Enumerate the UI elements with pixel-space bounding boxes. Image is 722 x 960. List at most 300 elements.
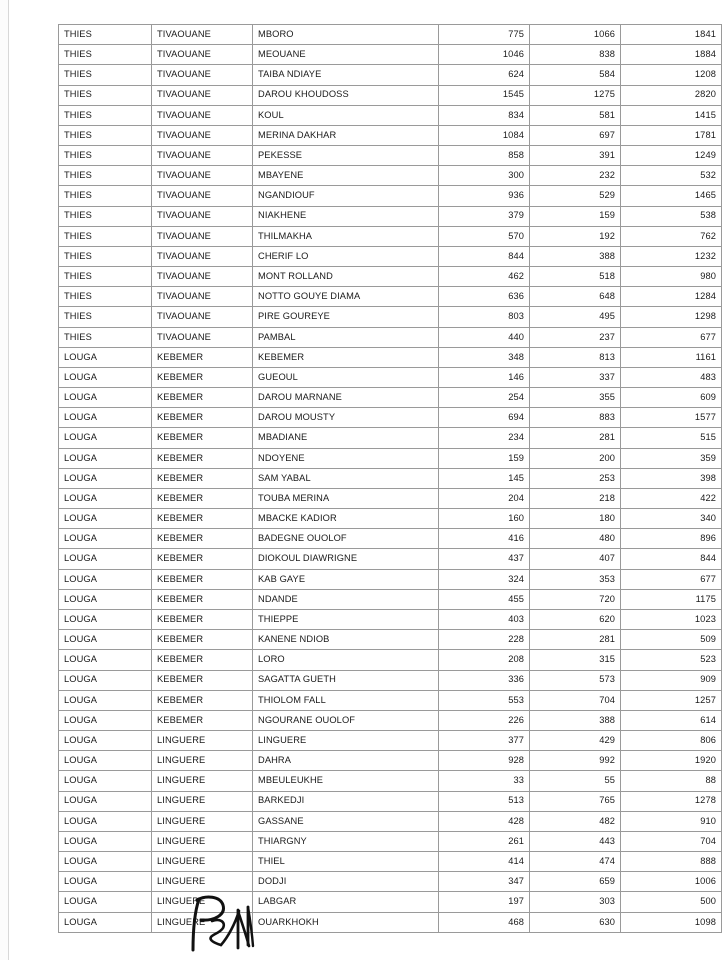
cell-total: 398 — [621, 468, 722, 488]
cell-value-1: 1084 — [439, 125, 530, 145]
cell-region: THIES — [59, 85, 152, 105]
table-row — [59, 468, 722, 488]
cell-value-2: 813 — [530, 347, 621, 367]
cell-value-2: 388 — [530, 246, 621, 266]
table-row — [59, 307, 722, 327]
cell-total: 909 — [621, 670, 722, 690]
cell-value-2: 584 — [530, 65, 621, 85]
cell-department: KEBEMER — [152, 388, 253, 408]
cell-department: KEBEMER — [152, 488, 253, 508]
cell-department: TIVAOUANE — [152, 105, 253, 125]
table-row — [59, 186, 722, 206]
cell-value-1: 197 — [439, 892, 530, 912]
cell-commune: SAGATTA GUETH — [253, 670, 439, 690]
table-row — [59, 831, 722, 851]
cell-region: LOUGA — [59, 872, 152, 892]
table-row — [59, 791, 722, 811]
cell-region: LOUGA — [59, 549, 152, 569]
cell-region: LOUGA — [59, 448, 152, 468]
cell-region: THIES — [59, 105, 152, 125]
cell-region: LOUGA — [59, 650, 152, 670]
cell-value-2: 337 — [530, 367, 621, 387]
cell-value-2: 474 — [530, 852, 621, 872]
cell-total: 483 — [621, 367, 722, 387]
cell-value-1: 348 — [439, 347, 530, 367]
cell-region: LOUGA — [59, 428, 152, 448]
table-row — [59, 751, 722, 771]
cell-value-1: 226 — [439, 710, 530, 730]
cell-value-1: 379 — [439, 206, 530, 226]
cell-value-2: 55 — [530, 771, 621, 791]
cell-value-1: 803 — [439, 307, 530, 327]
cell-total: 359 — [621, 448, 722, 468]
cell-value-1: 437 — [439, 549, 530, 569]
cell-commune: DAROU MARNANE — [253, 388, 439, 408]
cell-department: KEBEMER — [152, 609, 253, 629]
cell-commune: LABGAR — [253, 892, 439, 912]
cell-value-2: 620 — [530, 609, 621, 629]
cell-value-2: 518 — [530, 267, 621, 287]
cell-department: KEBEMER — [152, 549, 253, 569]
cell-department: LINGUERE — [152, 892, 253, 912]
cell-region: LOUGA — [59, 630, 152, 650]
cell-department: LINGUERE — [152, 831, 253, 851]
cell-value-2: 443 — [530, 831, 621, 851]
table-row — [59, 811, 722, 831]
cell-total: 1298 — [621, 307, 722, 327]
cell-value-2: 992 — [530, 751, 621, 771]
cell-value-1: 146 — [439, 367, 530, 387]
cell-value-2: 581 — [530, 105, 621, 125]
cell-value-2: 648 — [530, 287, 621, 307]
cell-commune: PEKESSE — [253, 146, 439, 166]
cell-total: 1232 — [621, 246, 722, 266]
cell-total: 910 — [621, 811, 722, 831]
cell-total: 1465 — [621, 186, 722, 206]
cell-commune: NGOURANE OUOLOF — [253, 710, 439, 730]
cell-value-2: 232 — [530, 166, 621, 186]
cell-commune: SAM YABAL — [253, 468, 439, 488]
table-sheet — [58, 24, 716, 933]
cell-value-1: 145 — [439, 468, 530, 488]
table-row — [59, 347, 722, 367]
cell-commune: PAMBAL — [253, 327, 439, 347]
cell-total: 88 — [621, 771, 722, 791]
cell-value-1: 336 — [439, 670, 530, 690]
table-row — [59, 105, 722, 125]
cell-department: TIVAOUANE — [152, 65, 253, 85]
cell-value-2: 482 — [530, 811, 621, 831]
cell-region: THIES — [59, 307, 152, 327]
cell-region: LOUGA — [59, 912, 152, 932]
cell-region: LOUGA — [59, 791, 152, 811]
cell-value-1: 440 — [439, 327, 530, 347]
cell-department: KEBEMER — [152, 710, 253, 730]
cell-total: 1841 — [621, 25, 722, 45]
cell-value-2: 315 — [530, 650, 621, 670]
cell-total: 1098 — [621, 912, 722, 932]
signature-strokes — [178, 893, 298, 955]
table-row — [59, 852, 722, 872]
table-row — [59, 609, 722, 629]
cell-total: 422 — [621, 488, 722, 508]
cell-value-1: 928 — [439, 751, 530, 771]
cell-department: TIVAOUANE — [152, 246, 253, 266]
cell-value-1: 261 — [439, 831, 530, 851]
cell-total: 523 — [621, 650, 722, 670]
cell-total: 677 — [621, 327, 722, 347]
cell-department: KEBEMER — [152, 448, 253, 468]
cell-value-1: 377 — [439, 731, 530, 751]
cell-value-2: 883 — [530, 408, 621, 428]
cell-department: LINGUERE — [152, 731, 253, 751]
cell-commune: NOTTO GOUYE DIAMA — [253, 287, 439, 307]
cell-department: TIVAOUANE — [152, 307, 253, 327]
cell-commune: LINGUERE — [253, 731, 439, 751]
table-row — [59, 65, 722, 85]
cell-department: KEBEMER — [152, 569, 253, 589]
cell-total: 614 — [621, 710, 722, 730]
cell-commune: LORO — [253, 650, 439, 670]
table-row — [59, 428, 722, 448]
cell-commune: NIAKHENE — [253, 206, 439, 226]
cell-region: LOUGA — [59, 710, 152, 730]
cell-value-1: 204 — [439, 488, 530, 508]
cell-value-2: 388 — [530, 710, 621, 730]
table-row — [59, 125, 722, 145]
cell-value-1: 414 — [439, 852, 530, 872]
cell-value-1: 324 — [439, 569, 530, 589]
cell-total: 1249 — [621, 146, 722, 166]
cell-region: LOUGA — [59, 609, 152, 629]
cell-department: KEBEMER — [152, 650, 253, 670]
cell-commune: PIRE GOUREYE — [253, 307, 439, 327]
cell-value-2: 192 — [530, 226, 621, 246]
cell-value-1: 936 — [439, 186, 530, 206]
cell-commune: BADEGNE OUOLOF — [253, 529, 439, 549]
cell-region: LOUGA — [59, 589, 152, 609]
cell-region: LOUGA — [59, 488, 152, 508]
cell-department: TIVAOUANE — [152, 25, 253, 45]
cell-commune: THILMAKHA — [253, 226, 439, 246]
table-row — [59, 589, 722, 609]
cell-total: 980 — [621, 267, 722, 287]
cell-value-2: 391 — [530, 146, 621, 166]
cell-value-2: 1066 — [530, 25, 621, 45]
cell-value-2: 529 — [530, 186, 621, 206]
cell-value-2: 281 — [530, 428, 621, 448]
cell-total: 1208 — [621, 65, 722, 85]
cell-department: LINGUERE — [152, 852, 253, 872]
cell-region: LOUGA — [59, 751, 152, 771]
cell-value-1: 844 — [439, 246, 530, 266]
cell-region: LOUGA — [59, 388, 152, 408]
cell-department: KEBEMER — [152, 630, 253, 650]
table-row — [59, 267, 722, 287]
cell-department: KEBEMER — [152, 347, 253, 367]
cell-commune: NDOYENE — [253, 448, 439, 468]
cell-department: KEBEMER — [152, 670, 253, 690]
page-edge-line — [8, 0, 9, 960]
cell-commune: KANENE NDIOB — [253, 630, 439, 650]
cell-department: TIVAOUANE — [152, 85, 253, 105]
cell-department: KEBEMER — [152, 509, 253, 529]
cell-department: LINGUERE — [152, 872, 253, 892]
cell-value-2: 303 — [530, 892, 621, 912]
cell-commune: GUEOUL — [253, 367, 439, 387]
handwritten-signature — [178, 893, 298, 955]
table-row — [59, 287, 722, 307]
cell-region: LOUGA — [59, 670, 152, 690]
cell-department: TIVAOUANE — [152, 146, 253, 166]
cell-value-1: 553 — [439, 690, 530, 710]
cell-region: LOUGA — [59, 569, 152, 589]
cell-value-1: 416 — [439, 529, 530, 549]
cell-value-2: 765 — [530, 791, 621, 811]
cell-value-1: 428 — [439, 811, 530, 831]
cell-commune: DAROU KHOUDOSS — [253, 85, 439, 105]
cell-value-1: 513 — [439, 791, 530, 811]
table-row — [59, 569, 722, 589]
cell-commune: KOUL — [253, 105, 439, 125]
cell-value-1: 33 — [439, 771, 530, 791]
cell-value-1: 160 — [439, 509, 530, 529]
cell-department: TIVAOUANE — [152, 166, 253, 186]
table-row — [59, 448, 722, 468]
cell-department: TIVAOUANE — [152, 267, 253, 287]
cell-value-1: 1545 — [439, 85, 530, 105]
cell-region: LOUGA — [59, 811, 152, 831]
cell-value-1: 228 — [439, 630, 530, 650]
table-row — [59, 25, 722, 45]
table-row — [59, 408, 722, 428]
cell-commune: THIEL — [253, 852, 439, 872]
cell-total: 1175 — [621, 589, 722, 609]
cell-value-2: 1275 — [530, 85, 621, 105]
cell-value-1: 636 — [439, 287, 530, 307]
cell-region: THIES — [59, 246, 152, 266]
cell-region: THIES — [59, 186, 152, 206]
table-row — [59, 650, 722, 670]
cell-region: THIES — [59, 45, 152, 65]
cell-department: KEBEMER — [152, 589, 253, 609]
table-row — [59, 367, 722, 387]
cell-commune: MBACKE KADIOR — [253, 509, 439, 529]
cell-commune: DAHRA — [253, 751, 439, 771]
cell-total: 538 — [621, 206, 722, 226]
cell-commune: CHERIF LO — [253, 246, 439, 266]
cell-value-2: 407 — [530, 549, 621, 569]
table-row — [59, 85, 722, 105]
table-row — [59, 690, 722, 710]
cell-department: KEBEMER — [152, 529, 253, 549]
cell-total: 609 — [621, 388, 722, 408]
cell-total: 1284 — [621, 287, 722, 307]
cell-total: 1278 — [621, 791, 722, 811]
cell-value-1: 694 — [439, 408, 530, 428]
table-row — [59, 488, 722, 508]
table-row — [59, 731, 722, 751]
cell-region: LOUGA — [59, 892, 152, 912]
cell-value-2: 704 — [530, 690, 621, 710]
cell-commune: DAROU MOUSTY — [253, 408, 439, 428]
cell-value-2: 838 — [530, 45, 621, 65]
cell-department: LINGUERE — [152, 791, 253, 811]
cell-department: KEBEMER — [152, 468, 253, 488]
table-row — [59, 327, 722, 347]
cell-region: THIES — [59, 65, 152, 85]
cell-commune: OUARKHOKH — [253, 912, 439, 932]
cell-department: TIVAOUANE — [152, 45, 253, 65]
cell-region: LOUGA — [59, 690, 152, 710]
cell-department: TIVAOUANE — [152, 206, 253, 226]
cell-region: THIES — [59, 267, 152, 287]
cell-region: THIES — [59, 125, 152, 145]
cell-value-2: 659 — [530, 872, 621, 892]
cell-total: 1415 — [621, 105, 722, 125]
cell-value-1: 159 — [439, 448, 530, 468]
cell-value-1: 570 — [439, 226, 530, 246]
cell-department: KEBEMER — [152, 367, 253, 387]
cell-region: LOUGA — [59, 731, 152, 751]
cell-region: LOUGA — [59, 771, 152, 791]
cell-total: 888 — [621, 852, 722, 872]
cell-total: 340 — [621, 509, 722, 529]
table-row — [59, 549, 722, 569]
cell-region: LOUGA — [59, 347, 152, 367]
cell-commune: THIEPPE — [253, 609, 439, 629]
table-row — [59, 45, 722, 65]
cell-department: KEBEMER — [152, 690, 253, 710]
cell-department: KEBEMER — [152, 408, 253, 428]
cell-commune: THIARGNY — [253, 831, 439, 851]
cell-commune: MBORO — [253, 25, 439, 45]
table-row — [59, 166, 722, 186]
table-row — [59, 146, 722, 166]
population-data-table — [58, 24, 722, 933]
cell-value-1: 624 — [439, 65, 530, 85]
cell-commune: DODJI — [253, 872, 439, 892]
cell-total: 704 — [621, 831, 722, 851]
cell-commune: NGANDIOUF — [253, 186, 439, 206]
cell-region: LOUGA — [59, 509, 152, 529]
cell-region: LOUGA — [59, 408, 152, 428]
cell-value-1: 455 — [439, 589, 530, 609]
cell-total: 1161 — [621, 347, 722, 367]
cell-value-1: 858 — [439, 146, 530, 166]
cell-commune: NDANDE — [253, 589, 439, 609]
cell-department: TIVAOUANE — [152, 287, 253, 307]
page-left-margin — [0, 0, 8, 960]
cell-commune: BARKEDJI — [253, 791, 439, 811]
cell-value-2: 630 — [530, 912, 621, 932]
cell-value-2: 237 — [530, 327, 621, 347]
cell-value-1: 347 — [439, 872, 530, 892]
cell-commune: TOUBA MERINA — [253, 488, 439, 508]
cell-commune: MONT ROLLAND — [253, 267, 439, 287]
cell-commune: MBAYENE — [253, 166, 439, 186]
cell-department: LINGUERE — [152, 811, 253, 831]
cell-value-2: 480 — [530, 529, 621, 549]
table-row — [59, 529, 722, 549]
cell-department: KEBEMER — [152, 428, 253, 448]
cell-value-1: 234 — [439, 428, 530, 448]
cell-value-2: 429 — [530, 731, 621, 751]
table-row — [59, 912, 722, 932]
cell-total: 1006 — [621, 872, 722, 892]
cell-value-2: 218 — [530, 488, 621, 508]
table-row — [59, 246, 722, 266]
cell-total: 532 — [621, 166, 722, 186]
cell-commune: MBADIANE — [253, 428, 439, 448]
cell-department: TIVAOUANE — [152, 125, 253, 145]
cell-region: LOUGA — [59, 831, 152, 851]
cell-value-2: 573 — [530, 670, 621, 690]
cell-value-2: 253 — [530, 468, 621, 488]
table-row — [59, 206, 722, 226]
table-row — [59, 509, 722, 529]
cell-value-2: 200 — [530, 448, 621, 468]
cell-commune: DIOKOUL DIAWRIGNE — [253, 549, 439, 569]
cell-value-1: 834 — [439, 105, 530, 125]
table-row — [59, 892, 722, 912]
cell-region: THIES — [59, 206, 152, 226]
cell-total: 1884 — [621, 45, 722, 65]
cell-value-1: 300 — [439, 166, 530, 186]
cell-region: LOUGA — [59, 529, 152, 549]
cell-total: 1023 — [621, 609, 722, 629]
cell-region: LOUGA — [59, 852, 152, 872]
cell-total: 762 — [621, 226, 722, 246]
table-row — [59, 872, 722, 892]
cell-total: 896 — [621, 529, 722, 549]
cell-department: TIVAOUANE — [152, 186, 253, 206]
cell-department: LINGUERE — [152, 771, 253, 791]
cell-commune: TAIBA NDIAYE — [253, 65, 439, 85]
cell-commune: GASSANE — [253, 811, 439, 831]
cell-total: 1781 — [621, 125, 722, 145]
cell-total: 1257 — [621, 690, 722, 710]
cell-department: LINGUERE — [152, 912, 253, 932]
cell-value-1: 403 — [439, 609, 530, 629]
cell-commune: MERINA DAKHAR — [253, 125, 439, 145]
cell-region: THIES — [59, 226, 152, 246]
cell-department: TIVAOUANE — [152, 327, 253, 347]
cell-region: THIES — [59, 287, 152, 307]
cell-total: 500 — [621, 892, 722, 912]
cell-value-1: 775 — [439, 25, 530, 45]
cell-department: TIVAOUANE — [152, 226, 253, 246]
table-row — [59, 670, 722, 690]
cell-value-2: 353 — [530, 569, 621, 589]
cell-commune: MEOUANE — [253, 45, 439, 65]
cell-region: LOUGA — [59, 367, 152, 387]
cell-value-2: 159 — [530, 206, 621, 226]
cell-total: 1920 — [621, 751, 722, 771]
cell-commune: KEBEMER — [253, 347, 439, 367]
table-row — [59, 630, 722, 650]
cell-value-2: 495 — [530, 307, 621, 327]
table-row — [59, 226, 722, 246]
cell-region: THIES — [59, 166, 152, 186]
cell-value-1: 254 — [439, 388, 530, 408]
cell-value-2: 697 — [530, 125, 621, 145]
cell-region: LOUGA — [59, 468, 152, 488]
cell-value-1: 1046 — [439, 45, 530, 65]
cell-value-1: 468 — [439, 912, 530, 932]
cell-department: LINGUERE — [152, 751, 253, 771]
cell-value-1: 462 — [439, 267, 530, 287]
